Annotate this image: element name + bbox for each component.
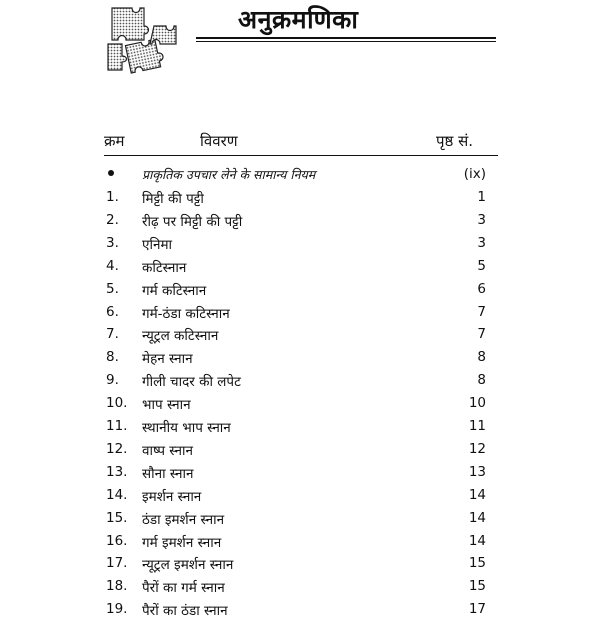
row-number: 10. (106, 395, 128, 412)
row-number: 4. (106, 257, 119, 274)
row-number: 12. (106, 440, 128, 457)
table-row (0, 258, 600, 280)
row-number: 18. (106, 578, 128, 595)
row-description: ठंडा इमर्शन स्नान (142, 511, 225, 528)
row-description: प्राकृतिक उपचार लेने के सामान्य नियम (142, 167, 316, 182)
row-description: भाप स्नान (142, 397, 191, 414)
row-page: 14 (468, 532, 486, 549)
row-page: 6 (477, 280, 486, 297)
row-description: पैरों का गर्म स्नान (142, 580, 225, 597)
table-row (0, 418, 600, 440)
row-page: (ix) (463, 166, 486, 182)
row-page: 7 (477, 326, 486, 343)
row-number: 8. (106, 349, 119, 366)
row-page: 3 (477, 234, 486, 251)
title-underline (196, 37, 496, 39)
table-row (0, 395, 600, 417)
row-number: 1. (106, 189, 119, 205)
row-page: 15 (468, 555, 486, 572)
row-description: गर्म इमर्शन स्नान (142, 534, 222, 551)
table-row (0, 189, 600, 211)
puzzle-pieces-icon (104, 4, 178, 80)
row-description: पैरों का ठंडा स्नान (142, 603, 228, 620)
row-number: 3. (106, 234, 119, 251)
row-description: कटिस्नान (142, 259, 187, 276)
title-underline-thin (196, 41, 496, 42)
table-row (0, 555, 600, 577)
row-page: 14 (468, 486, 486, 503)
row-number: 17. (106, 555, 128, 572)
row-description: एनिमा (142, 236, 173, 253)
row-page: 14 (468, 509, 486, 526)
table-row (0, 464, 600, 486)
row-number: 16. (106, 532, 128, 549)
row-number: 6. (106, 303, 119, 320)
table-row (0, 441, 600, 463)
row-page: 7 (477, 303, 486, 320)
table-row-intro (0, 166, 600, 188)
header-divider (104, 155, 498, 156)
table-row (0, 281, 600, 303)
row-page: 12 (468, 440, 486, 457)
row-page: 1 (477, 189, 486, 205)
row-description: वाष्प स्नान (142, 442, 193, 459)
row-description: स्थानीय भाप स्नान (142, 420, 231, 436)
row-page: 13 (468, 463, 486, 480)
row-description: मिट्टी की पट्टी (142, 191, 204, 207)
row-number: 13. (106, 463, 128, 480)
row-number: 7. (106, 326, 119, 343)
table-row (0, 487, 600, 509)
table-row (0, 578, 600, 600)
row-description: मेहन स्नान (142, 351, 193, 368)
row-page: 8 (477, 372, 486, 389)
table-row (0, 304, 600, 326)
row-description: गीली चादर की लपेट (142, 374, 241, 391)
row-page: 17 (468, 601, 486, 618)
row-description: रीढ़ पर मिट्टी की पट्टी (142, 213, 243, 230)
row-description: गर्म-ठंडा कटिस्नान (142, 305, 230, 322)
table-row (0, 349, 600, 371)
row-number: 5. (106, 280, 119, 297)
row-description: सौना स्नान (142, 465, 194, 482)
table-row (0, 235, 600, 257)
column-header-description: विवरण (200, 132, 238, 150)
row-page: 8 (477, 349, 486, 366)
row-number: 9. (106, 372, 119, 389)
page-title: अनुक्रमणिका (238, 5, 359, 34)
row-description: गर्म कटिस्नान (142, 282, 207, 299)
row-page: 11 (468, 418, 486, 434)
row-page: 15 (468, 578, 486, 595)
row-number: 15. (106, 509, 128, 526)
table-row (0, 510, 600, 532)
column-header-number: क्रम (104, 132, 125, 150)
row-description: इमर्शन स्नान (142, 488, 202, 505)
row-page: 5 (477, 257, 486, 274)
row-description: न्यूट्रल इमर्शन स्नान (142, 557, 234, 574)
row-page: 10 (468, 395, 486, 412)
row-number: 14. (106, 486, 128, 503)
row-description: न्यूट्रल कटिस्नान (142, 328, 219, 345)
row-number: 11. (106, 418, 128, 434)
table-row (0, 372, 600, 394)
table-row (0, 326, 600, 348)
table-row (0, 601, 600, 623)
table-row (0, 533, 600, 555)
row-number: 19. (106, 601, 128, 618)
table-row (0, 212, 600, 234)
bullet-icon (108, 170, 114, 176)
row-page: 3 (477, 211, 486, 228)
row-number: 2. (106, 211, 119, 228)
column-header-page: पृष्ठ सं. (436, 132, 474, 150)
